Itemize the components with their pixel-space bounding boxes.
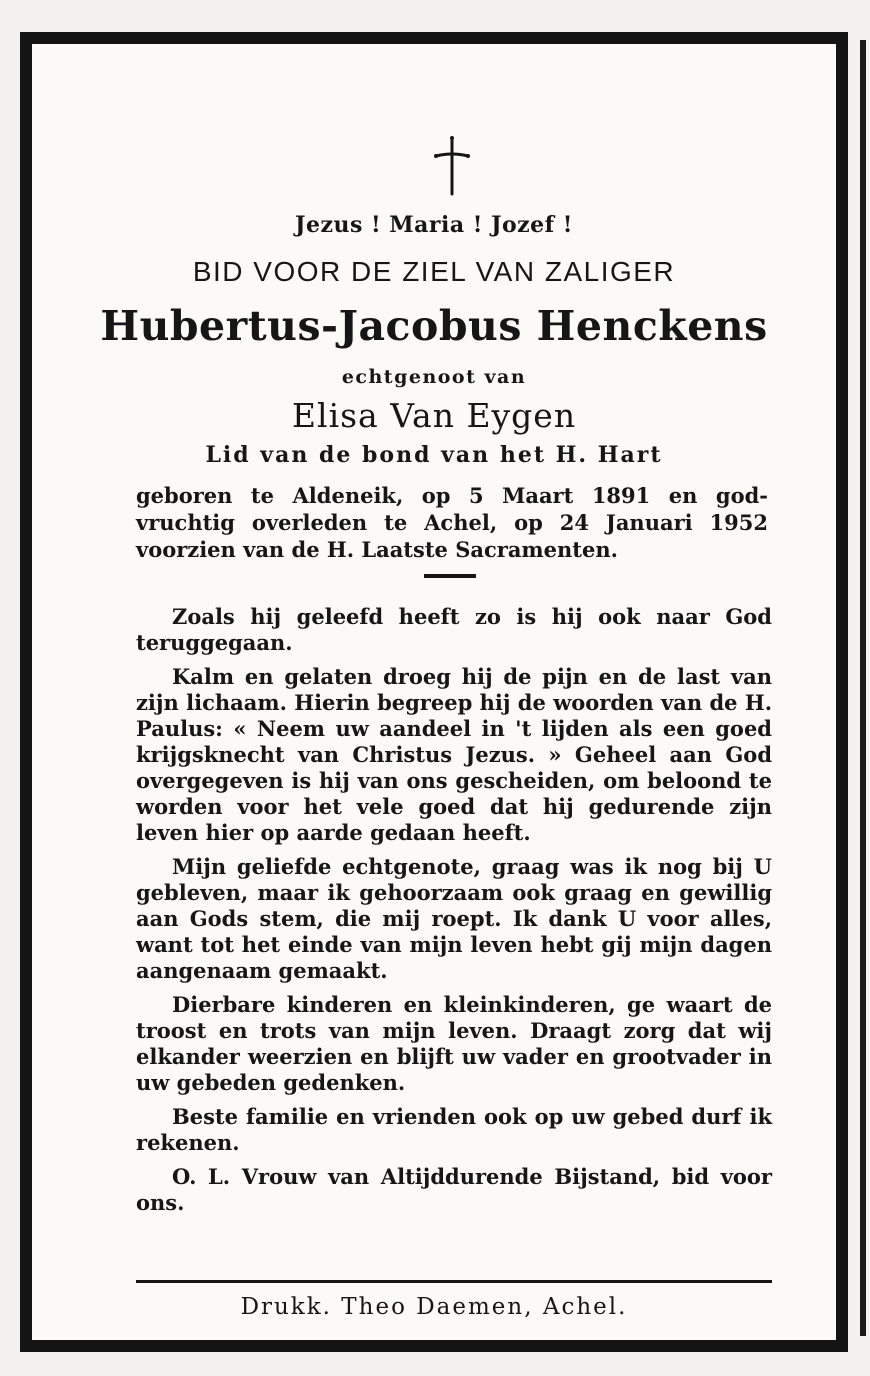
deceased-name: Hubertus-Jacobus Henckens xyxy=(100,302,768,350)
memorial-card xyxy=(20,32,848,1352)
footer-rule xyxy=(136,1280,772,1283)
paragraph: Mijn geliefde echtgenote, graag was ik nog bij U gebleven, maar ik gehoorzaam ook graag en gewillig aan Gods stem, die mij roept. Ik dank U voor alles, want tot het einde van mijn leven hebt gij mijn dagen aangenaam gemaakt. xyxy=(136,854,772,983)
spouse-name: Elisa Van Eygen xyxy=(291,396,577,435)
invocation: Jezus ! Maria ! Jozef ! xyxy=(295,212,573,238)
prayer-heading: BID VOOR DE ZIEL VAN ZALIGER xyxy=(192,256,676,287)
paragraph: Zoals hij geleefd heeft zo is hij ook naar God teruggegaan. xyxy=(136,604,772,655)
adjacent-card-edge xyxy=(860,40,866,1336)
paragraph: Beste familie en vrienden ook op uw gebed durf ik rekenen. xyxy=(136,1104,772,1155)
separator-dash xyxy=(424,574,476,578)
cross-icon xyxy=(432,136,472,196)
biography xyxy=(136,482,768,563)
paragraph: Dierbare kinderen en kleinkinderen, ge waart de troost en trots van mijn leven. Draagt zorg dat wij elkander weerzien en blijft uw vader en grootvader in uw gebeden gedenken. xyxy=(136,992,772,1095)
bio-line: voorzien van de H. Laatste Sacramenten. xyxy=(136,537,618,562)
paragraph: Kalm en gelaten droeg hij de pijn en de last van zijn lichaam. Hierin begreep hij de woorden van de H. Paulus: « Neem uw aandeel in 't lijden als een goed krijgsknecht van Christus Jezus. » Geheel aan God overgegeven is hij van ons gescheiden, om beloond te worden voor het vele goed dat hij gedurende zijn leven hier op aarde gedaan heeft. xyxy=(136,664,772,845)
text-body xyxy=(136,604,772,1224)
paragraph: O. L. Vrouw van Altijddurende Bijstand, bid voor ons. xyxy=(136,1164,772,1215)
membership: Lid van de bond van het H. Hart xyxy=(205,442,663,468)
printer-credit: Drukk. Theo Daemen, Achel. xyxy=(240,1294,628,1320)
spouse-intro: echtgenoot van xyxy=(341,366,527,388)
bio-line: geboren te Aldeneik, op 5 Maart 1891 en god- xyxy=(136,483,768,508)
bio-line: vruchtig overleden te Achel, op 24 Januari 1952 xyxy=(136,510,768,535)
